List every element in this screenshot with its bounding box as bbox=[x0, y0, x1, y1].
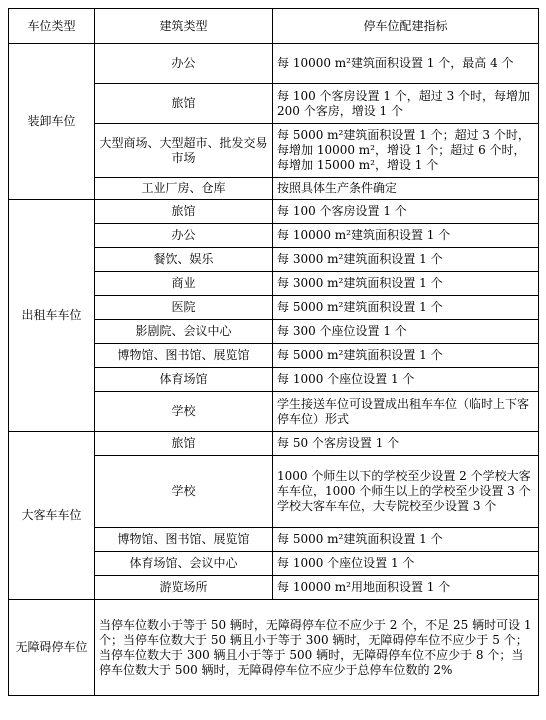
category-accessible: 无障碍停车位 bbox=[9, 600, 95, 696]
spec-text: 每 5000 m²建筑面积设置 1 个 bbox=[273, 296, 539, 320]
building-type: 办公 bbox=[95, 44, 273, 84]
header-building-type: 建筑类型 bbox=[95, 9, 273, 44]
building-type: 影剧院、会议中心 bbox=[95, 320, 273, 344]
building-type: 办公 bbox=[95, 224, 273, 248]
spec-text: 学生接送车位可设置成出租车车位（临时上下客停车位）形式 bbox=[273, 392, 539, 432]
building-type: 博物馆、图书馆、展览馆 bbox=[95, 528, 273, 552]
spec-text: 每 3000 m²建筑面积设置 1 个 bbox=[273, 248, 539, 272]
building-type: 餐饮、娱乐 bbox=[95, 248, 273, 272]
spec-text: 每 5000 m²建筑面积设置 1 个 bbox=[273, 344, 539, 368]
spec-text: 每 100 个客房设置 1 个，超过 3 个时，每增加 200 个客房，增设 1 个 bbox=[273, 84, 539, 124]
header-spec: 停车位配建指标 bbox=[273, 9, 539, 44]
building-type: 旅馆 bbox=[95, 200, 273, 224]
spec-text: 每 300 个座位设置 1 个 bbox=[273, 320, 539, 344]
building-type: 旅馆 bbox=[95, 432, 273, 456]
table-row bbox=[9, 432, 539, 456]
spec-text: 每 10000 m²建筑面积设置 1 个 bbox=[273, 224, 539, 248]
category-loading: 装卸车位 bbox=[9, 44, 95, 200]
building-type: 体育场馆 bbox=[95, 368, 273, 392]
table-row bbox=[9, 600, 539, 696]
building-type: 工业厂房、仓库 bbox=[95, 178, 273, 200]
building-type: 商业 bbox=[95, 272, 273, 296]
building-type: 游览场所 bbox=[95, 576, 273, 600]
building-type: 学校 bbox=[95, 456, 273, 528]
spec-text: 每 3000 m²建筑面积设置 1 个 bbox=[273, 272, 539, 296]
spec-text: 每 5000 m²建筑面积设置 1 个；超过 3 个时，每增加 10000 m²，增设 1 个；超过 6 个时，每增加 15000 m²，增设 1 个 bbox=[273, 124, 539, 178]
spec-text: 每 50 个客房设置 1 个 bbox=[273, 432, 539, 456]
spec-text: 每 5000 m²建筑面积设置 1 个 bbox=[273, 528, 539, 552]
building-type: 医院 bbox=[95, 296, 273, 320]
spec-text: 每 100 个客房设置 1 个 bbox=[273, 200, 539, 224]
building-type: 旅馆 bbox=[95, 84, 273, 124]
table-row bbox=[9, 44, 539, 84]
building-type: 大型商场、大型超市、批发交易市场 bbox=[95, 124, 273, 178]
building-type: 体育场馆、会议中心 bbox=[95, 552, 273, 576]
parking-spec-table bbox=[8, 8, 539, 696]
accessible-spec-text: 当停车位数小于等于 50 辆时，无障碍停车位不应少于 2 个，不足 25 辆时可设 1 个；当停车位数大于 50 辆且小于等于 300 辆时，无障碍停车位不应少于 5 个；当停车位数大于 300 辆且小于等于 500 辆时，无障碍停车位不应少于 8 个；当停车位数大于 500 辆时，无障碍停车位不应少于总停车位数的 2% bbox=[95, 600, 539, 696]
spec-text: 每 1000 个座位设置 1 个 bbox=[273, 552, 539, 576]
spec-text: 按照具体生产条件确定 bbox=[273, 178, 539, 200]
spec-text: 每 10000 m²建筑面积设置 1 个，最高 4 个 bbox=[273, 44, 539, 84]
building-type: 学校 bbox=[95, 392, 273, 432]
header-category: 车位类型 bbox=[9, 9, 95, 44]
header-row bbox=[9, 9, 539, 44]
category-taxi: 出租车车位 bbox=[9, 200, 95, 432]
category-bus: 大客车车位 bbox=[9, 432, 95, 600]
spec-text: 每 1000 个座位设置 1 个 bbox=[273, 368, 539, 392]
spec-text: 每 10000 m²用地面积设置 1 个 bbox=[273, 576, 539, 600]
building-type: 博物馆、图书馆、展览馆 bbox=[95, 344, 273, 368]
spec-text: 1000 个师生以下的学校至少设置 2 个学校大客车车位，1000 个师生以上的学校至少设置 3 个学校大客车车位，大专院校至少设置 3 个 bbox=[273, 456, 539, 528]
table-row bbox=[9, 200, 539, 224]
